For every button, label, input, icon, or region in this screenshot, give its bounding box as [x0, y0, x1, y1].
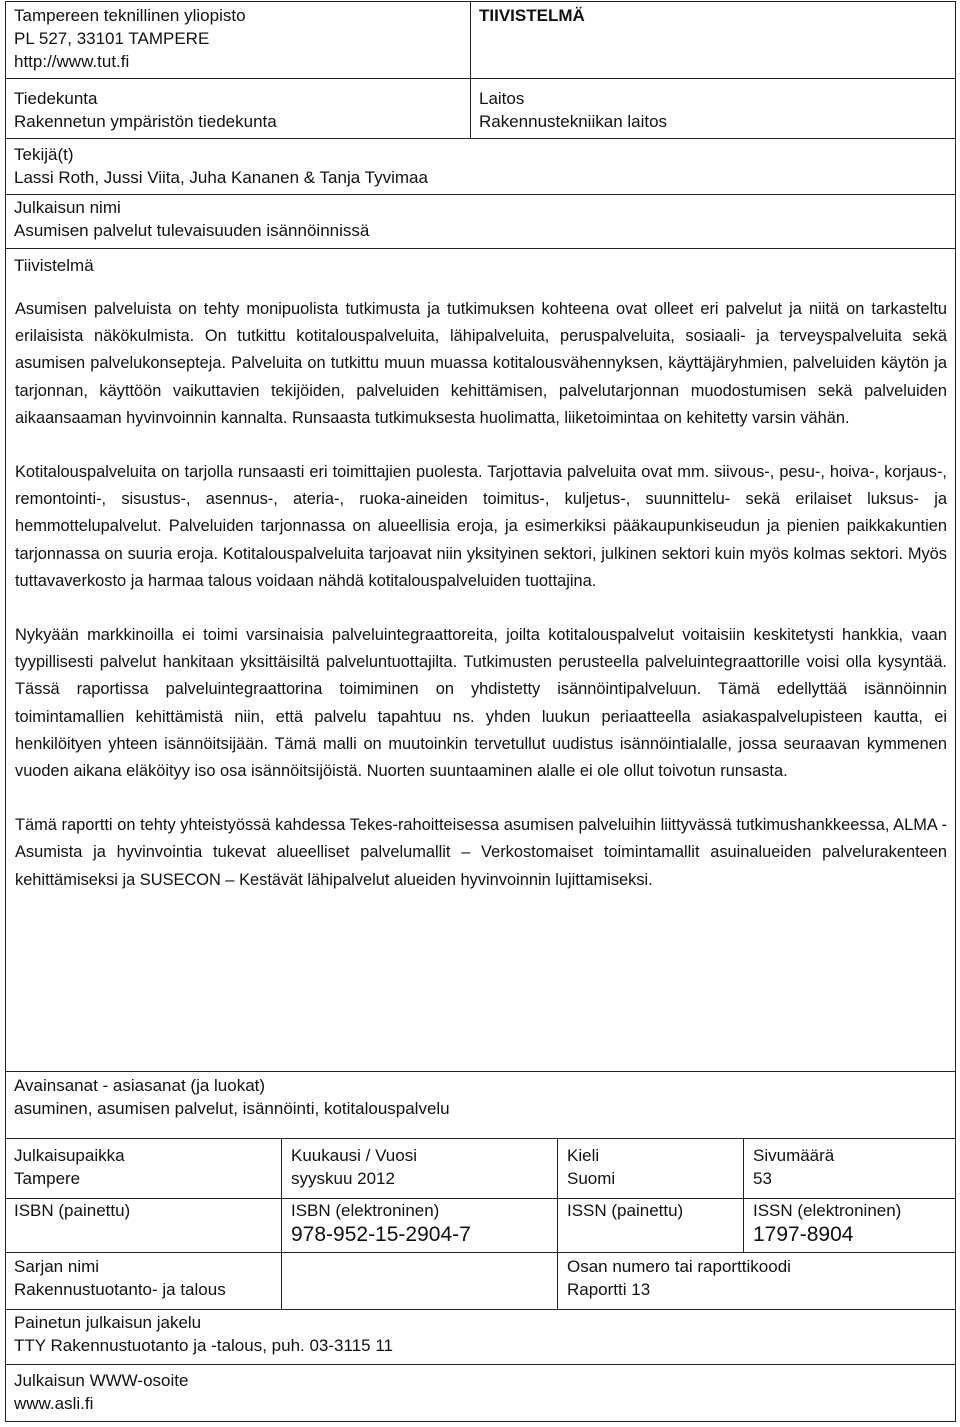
page-count-label: Sivumäärä: [753, 1146, 835, 1165]
publication-place-field: [14, 1144, 125, 1190]
university-name: Tampereen teknillinen yliopisto: [14, 6, 246, 25]
abstract-label: Tiivistelmä: [14, 256, 94, 275]
language-field: [567, 1144, 615, 1190]
page-count-field: [753, 1144, 834, 1190]
series-label: Sarjan nimi: [14, 1257, 100, 1276]
isbn-electronic-field: [291, 1199, 471, 1248]
divider: [470, 1, 471, 138]
keywords-field: [14, 1074, 450, 1120]
department-field: [479, 87, 667, 133]
series-value: Rakennustuotanto- ja talous: [14, 1280, 226, 1299]
divider: [5, 1138, 956, 1139]
faculty-label: Tiedekunta: [14, 89, 98, 108]
language-label: Kieli: [567, 1146, 600, 1165]
divider: [5, 1071, 956, 1072]
university-url: http://www.tut.fi: [14, 52, 130, 71]
isbn-print-field: [14, 1199, 130, 1222]
divider: [743, 1138, 744, 1252]
divider: [557, 1138, 558, 1309]
issn-electronic-field: [753, 1199, 901, 1248]
distribution-label: Painetun julkaisun jakelu: [14, 1313, 202, 1332]
divider: [5, 1309, 956, 1310]
publication-place-label: Julkaisupaikka: [14, 1146, 125, 1165]
department-label: Laitos: [479, 89, 525, 108]
distribution-field: [14, 1311, 393, 1357]
department-value: Rakennustekniikan laitos: [479, 112, 668, 131]
part-number-value: Raportti 13: [567, 1280, 651, 1299]
publication-name-field: [14, 196, 369, 242]
university-block: [14, 4, 246, 73]
month-year-field: [291, 1144, 417, 1190]
abstract-paragraph: Tämä raportti on tehty yhteistyössä kahdessa Tekes-rahoitteisessa asumisen palveluihin liittyvässä tutkimushankkeessa, ALMA - Asumista ja hyvinvointia tukevat alueelliset palvelumallit – Verkostomaiset toimintamallit asuinalueiden palvelurakenteen kehittämiseksi ja SUSECON – Kestävät lähipalvelut alueiden hyvinvoinnin lujittamiseksi.: [15, 816, 947, 889]
divider: [281, 1138, 282, 1309]
divider: [5, 194, 956, 195]
abstract-paragraph: Asumisen palveluista on tehty monipuolista tutkimusta ja tutkimuksen kohteena ovat olleet eri palvelut ja niitä on tarkasteltu erilaisista näkökulmista. On tutkittu kotitalouspalveluita, lähipalveluita, peruspalveluita, sosiaali- ja terveyspalveluita sekä asumisen palvelukonsepteja. Palveluita on tutkittu muun muassa kotitalousvähennyksen, käyttäjäryhmien, palveluiden käytön ja tarjonnan, käyttöön vaikuttavien tekijöiden, palveluiden kehittämisen, palvelutarjonnan muodostumisen sekä palveluiden aikaansaaman hyvinvoinnin kannalta. Runsaasta tutkimuksesta huolimatta, liiketoimintaa on kehitetty varsin vähän.: [15, 300, 947, 427]
publication-place-value: Tampere: [14, 1169, 81, 1188]
issn-print-label: ISSN (painettu): [567, 1201, 684, 1220]
isbn-electronic-label: ISBN (elektroninen): [291, 1201, 440, 1220]
university-address: PL 527, 33101 TAMPERE: [14, 29, 210, 48]
www-link[interactable]: www.asli.fi: [14, 1394, 94, 1413]
issn-electronic-value: 1797-8904: [753, 1223, 854, 1246]
divider: [5, 248, 956, 249]
publication-name-label: Julkaisun nimi: [14, 198, 121, 217]
divider: [5, 78, 956, 79]
issn-print-field: [567, 1199, 683, 1222]
keywords-value: asuminen, asumisen palvelut, isännöinti, kotitalouspalvelu: [14, 1099, 450, 1118]
authors-field: [14, 143, 428, 189]
part-number-label: Osan numero tai raporttikoodi: [567, 1257, 791, 1276]
series-field: [14, 1255, 226, 1301]
language-value: Suomi: [567, 1169, 616, 1188]
keywords-label: Avainsanat - asiasanat (ja luokat): [14, 1076, 266, 1095]
isbn-electronic-value: 978-952-15-2904-7: [291, 1223, 471, 1246]
divider: [5, 138, 956, 139]
authors-label: Tekijä(t): [14, 145, 74, 164]
faculty-value: Rakennetun ympäristön tiedekunta: [14, 112, 277, 131]
divider: [5, 1364, 956, 1365]
authors-value: Lassi Roth, Jussi Viita, Juha Kananen & Tanja Tyvimaa: [14, 168, 428, 187]
issn-electronic-label: ISSN (elektroninen): [753, 1201, 902, 1220]
faculty-field: [14, 87, 277, 133]
www-label: Julkaisun WWW-osoite: [14, 1371, 189, 1390]
page-count-value: 53: [753, 1169, 772, 1188]
abstract-body: [15, 296, 947, 921]
part-number-field: [567, 1255, 791, 1301]
divider: [5, 1252, 956, 1253]
month-year-value: syyskuu 2012: [291, 1169, 395, 1188]
distribution-value: TTY Rakennustuotanto ja -talous, puh. 03-3115 11: [14, 1336, 393, 1355]
abstract-paragraph: Kotitalouspalveluita on tarjolla runsaasti eri toimittajien puolesta. Tarjottavia palveluita ovat mm. siivous-, pesu-, hoiva-, korjaus-, remontointi-, sisustus-, asennus-, ateria-, ruoka-aineiden toimitus-, kuljetus-, suunnittelu- sekä erilaiset luksus- ja hemmottelupalvelut. Palveluiden tarjonnassa on alueellisia eroja, ja esimerkiksi pääkaupunkiseudun ja pienien paikkakuntien tarjonnassa on suuria eroja. Kotitalouspalveluita tarjoavat niin yksityinen sektori, julkinen sektori kuin myös kolmas sektori. Myös tuttavaverkosto ja harmaa talous voidaan nähdä kotitalouspalveluiden tuottajina.: [15, 463, 947, 590]
document-type: TIIVISTELMÄ: [479, 6, 585, 25]
www-field: [14, 1369, 188, 1415]
month-year-label: Kuukausi / Vuosi: [291, 1146, 417, 1165]
isbn-print-label: ISBN (painettu): [14, 1201, 131, 1220]
publication-name-value: Asumisen palvelut tulevaisuuden isännöinnissä: [14, 221, 370, 240]
abstract-paragraph: Nykyään markkinoilla ei toimi varsinaisia palveluintegraattoreita, joilta kotitalouspalvelut voitaisiin keskitetysti hankkia, vaan tyypillisesti palvelut hankitaan yksittäisiltä palveluntuottajilta. Tutkimusten perusteella palveluintegraattorille voisi olla kysyntää. Tässä raportissa palveluintegraattorina toimiminen on yhdistetty isännöintipalveluun. Tämä edellyttää isännöinnin toimintamallien kehittämistä niin, että palvelu tapahtuu ns. yhden luukun periaatteella asiakaspalvelupisteen kautta, ei henkilöityen yhteen isännöitsijään. Tämä malli on muutoinkin tervetullut uudistus isännöintialalle, jossa seuraavan kymmenen vuoden aikana eläköityy iso osa isännöitsijöistä. Nuorten suuntaaminen alalle ei ole ollut toivotun runsasta.: [15, 626, 947, 781]
